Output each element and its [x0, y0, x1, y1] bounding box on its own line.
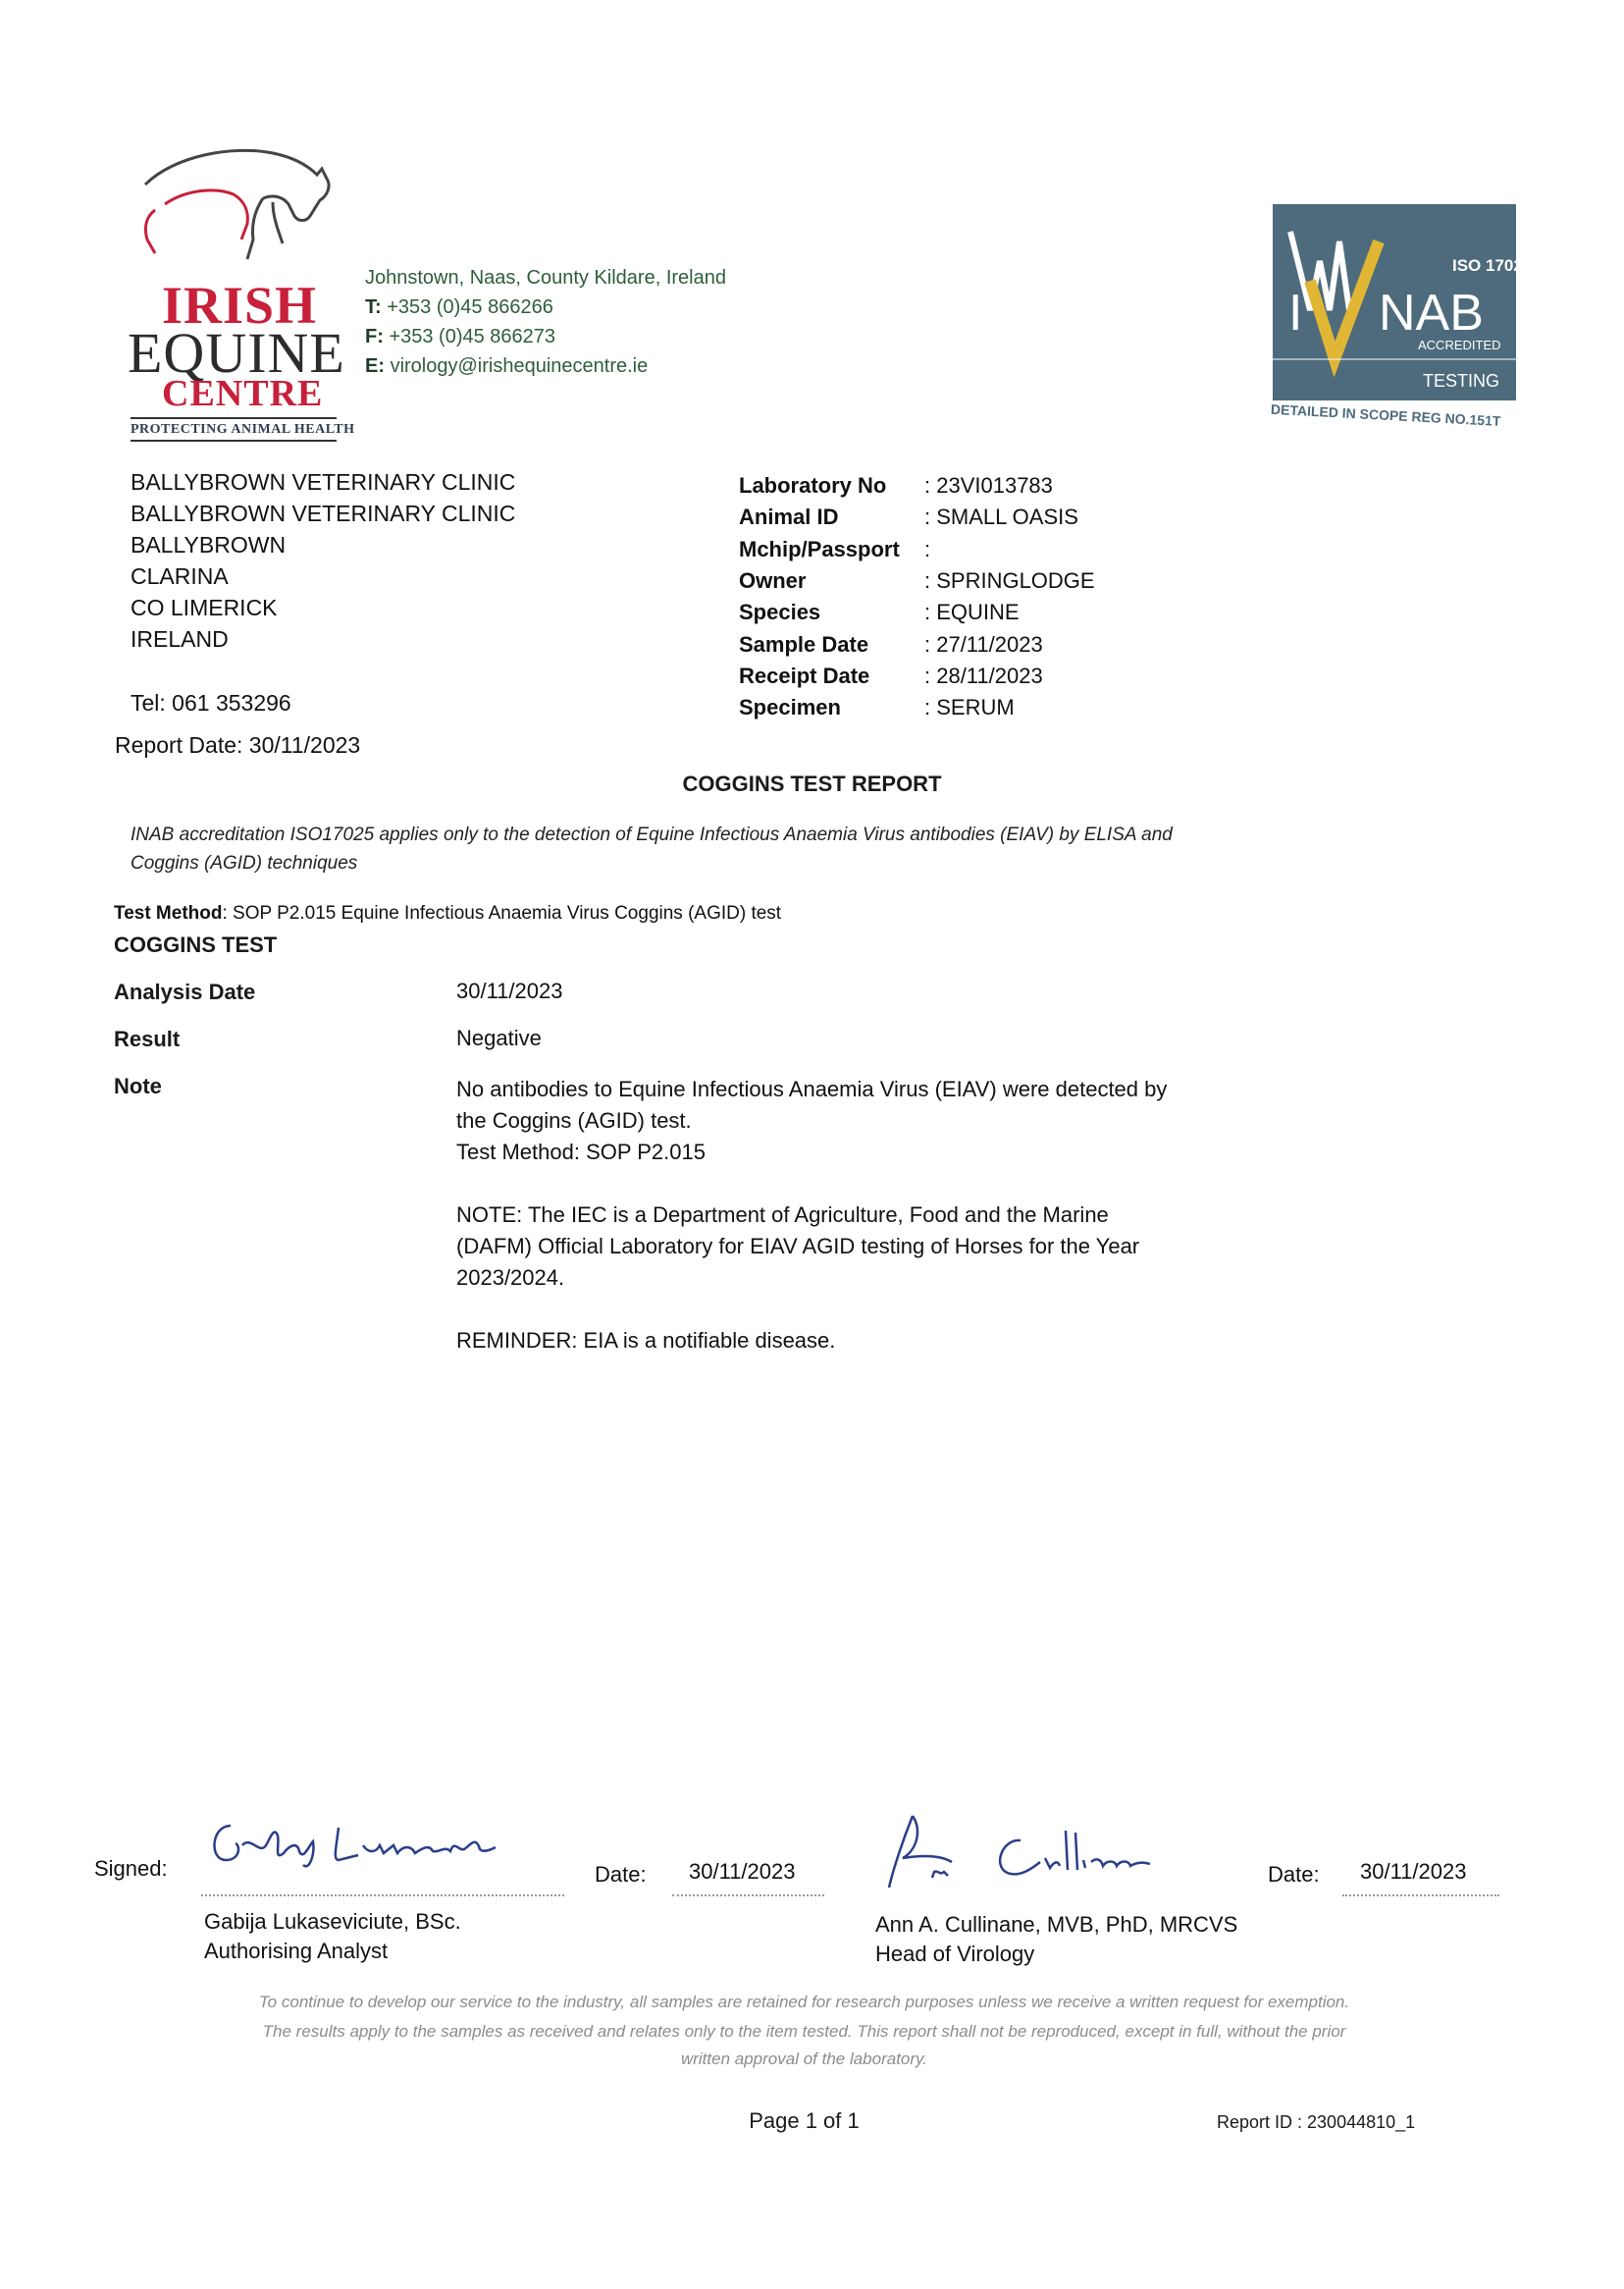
inab-testing: TESTING	[1423, 371, 1500, 391]
report-id: Report ID : 230044810_1	[1217, 2112, 1416, 2132]
result-value: Negative	[456, 1026, 542, 1050]
inab-iso-text: ISO 17025	[1452, 256, 1533, 275]
note-text: No antibodies to Equine Infectious Anaemia Virus (EIAV) were detected by the Coggins (AGID) test. Test Method: SOP P2.015	[456, 1077, 1168, 1164]
date-label-right: Date:	[1268, 1862, 1320, 1887]
lab-detail-label: Sample Date	[739, 631, 869, 657]
report-date: Report Date: 30/11/2023	[115, 732, 361, 758]
contact-phone: T: +353 (0)45 866266	[365, 296, 553, 318]
signer-right-name: Ann A. Cullinane, MVB, PhD, MRCVS	[875, 1912, 1238, 1937]
report-title: COGGINS TEST REPORT	[682, 772, 942, 796]
lab-detail-value: : EQUINE	[924, 600, 1020, 625]
test-method: Test Method: SOP P2.015 Equine Infectious Anaemia Virus Coggins (AGID) test	[114, 903, 782, 924]
accreditation-note: INAB accreditation ISO17025 applies only to the detection of Equine Infectious Anaemia Virus antibodies (EIAV) by ELISA and	[131, 825, 1173, 845]
date-value-left: 30/11/2023	[689, 1859, 796, 1884]
recipient-address-line: CLARINA	[131, 563, 229, 589]
recipient-address-line: BALLYBROWN VETERINARY CLINIC	[131, 469, 516, 495]
inab-name: NAB	[1379, 285, 1484, 342]
signer-left-role: Authorising Analyst	[204, 1939, 389, 1963]
signed-label: Signed:	[94, 1856, 168, 1881]
accreditation-note: Coggins (AGID) techniques	[131, 853, 358, 874]
logo-divider	[131, 440, 337, 442]
lab-detail-value: : 27/11/2023	[924, 631, 1043, 657]
inab-accredited: ACCREDITED	[1418, 338, 1501, 352]
horse-outline-icon	[126, 145, 341, 283]
date-value-right: 30/11/2023	[1360, 1859, 1467, 1884]
lab-detail-value: :	[924, 536, 931, 561]
logo-irish: IRISH	[162, 276, 318, 335]
disclaimer-note: The results apply to the samples as received and relates only to the item tested. This report shall not be reproduced, except in full, without the prior	[262, 2022, 1346, 2041]
signer-right-role: Head of Virology	[875, 1942, 1035, 1966]
lab-detail-label: Mchip/Passport	[739, 536, 900, 561]
inab-i-letter: I	[1288, 285, 1303, 342]
inab-scope: DETAILED IN SCOPE REG NO.151T	[1270, 400, 1501, 429]
logo-tagline: PROTECTING ANIMAL HEALTH	[131, 422, 355, 437]
disclaimer-note-end: written approval of the laboratory.	[680, 2049, 928, 2068]
logo-equine: EQUINE	[128, 321, 345, 385]
contact-address: Johnstown, Naas, County Kildare, Ireland	[365, 267, 726, 289]
lab-detail-value: : 23VI013783	[924, 473, 1053, 498]
date-line-right	[1342, 1894, 1499, 1896]
logo-divider	[131, 417, 337, 419]
result-label: Result	[114, 1027, 181, 1051]
lab-detail-value: : SPRINGLODGE	[924, 567, 1095, 593]
inab-accreditation-badge	[1270, 202, 1533, 429]
logo-centre: CENTRE	[162, 373, 324, 414]
retention-note: To continue to develop our service to the industry, all samples are retained for research purposes unless we receive a written request for exemption.	[258, 1993, 1350, 2011]
contact-fax: F: +353 (0)45 866273	[365, 326, 556, 347]
analysis-date-label: Analysis Date	[114, 980, 256, 1004]
recipient-address-line: BALLYBROWN	[131, 532, 287, 558]
note-label: Note	[114, 1074, 162, 1098]
lab-detail-value: : 28/11/2023	[924, 663, 1043, 688]
lab-detail-label: Animal ID	[739, 505, 839, 530]
recipient-address-line: BALLYBROWN VETERINARY CLINIC	[131, 501, 516, 526]
dafm-note: NOTE: The IEC is a Department of Agriculture, Food and the Marine (DAFM) Official Laboratory for EIAV AGID testing of Horses for the Year 2023/2024.	[456, 1202, 1140, 1290]
signer-left-name: Gabija Lukaseviciute, BSc.	[204, 1909, 461, 1934]
page-number: Page 1 of 1	[749, 2108, 860, 2133]
recipient-tel: Tel: 061 353296	[131, 690, 291, 716]
lab-detail-label: Specimen	[739, 695, 841, 720]
date-line-left	[672, 1894, 824, 1896]
lab-detail-value: : SMALL OASIS	[924, 505, 1078, 530]
signature-right	[873, 1811, 1187, 1894]
lab-detail-label: Owner	[739, 567, 807, 593]
date-label-left: Date:	[595, 1862, 647, 1887]
analysis-date-value: 30/11/2023	[456, 979, 563, 1003]
reminder: REMINDER: EIA is a notifiable disease.	[456, 1328, 836, 1353]
recipient-address-line: CO LIMERICK	[131, 595, 278, 620]
lab-detail-label: Receipt Date	[739, 663, 870, 688]
lab-detail-label: Species	[739, 600, 821, 625]
recipient-address-line: IRELAND	[131, 626, 229, 652]
signature-left	[201, 1806, 515, 1875]
signature-line-left	[201, 1894, 564, 1896]
lab-detail-value: : SERUM	[924, 695, 1015, 720]
contact-email[interactable]: E: virology@irishequinecentre.ie	[365, 355, 649, 377]
lab-detail-label: Laboratory No	[739, 473, 887, 498]
section-title: COGGINS TEST	[114, 932, 278, 957]
